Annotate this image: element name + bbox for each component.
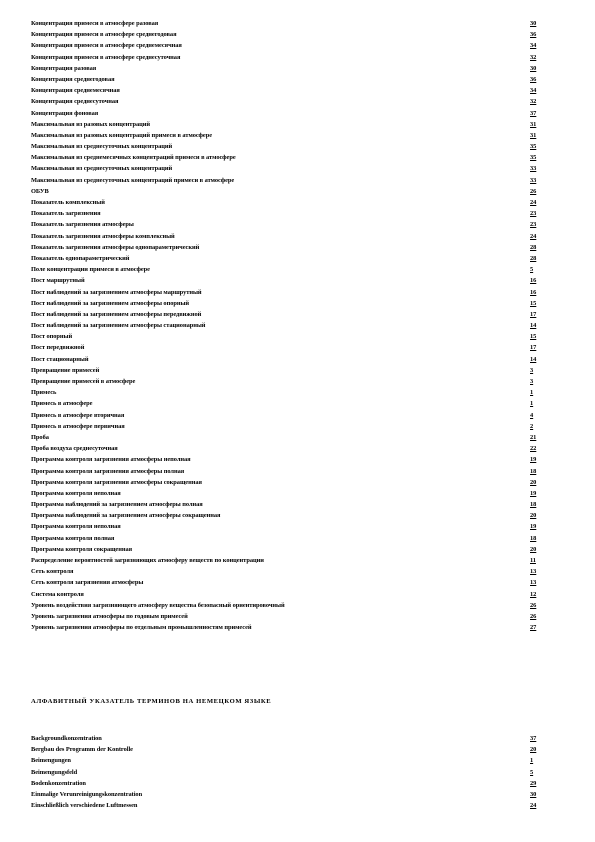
page-number-link[interactable]: 5 [530, 768, 534, 776]
index-term: Программа контроля загрязнения атмосферы полная [31, 467, 185, 475]
page-number-link[interactable]: 22 [530, 445, 537, 453]
index-entry [31, 577, 546, 588]
german-index-heading: АЛФАВИТНЫЙ УКАЗАТЕЛЬ ТЕРМИНОВ НА НЕМЕЦКОМ ЯЗЫКЕ [31, 698, 272, 705]
page-number-link[interactable]: 16 [530, 277, 537, 285]
page-number-link[interactable]: 20 [530, 545, 537, 553]
german-term-index [31, 733, 546, 811]
index-entry [31, 219, 546, 230]
index-term: Einschließlich verschiedene Luftmessen [31, 802, 138, 810]
page-number-link[interactable]: 1 [530, 757, 534, 765]
index-term: Пост наблюдений за загрязнением атмосферы передвижной [31, 310, 202, 318]
index-term: Программа контроля загрязнения атмосферы неполная [31, 456, 191, 464]
index-entry [31, 275, 546, 286]
index-entry [31, 264, 546, 275]
page-number-link[interactable]: 26 [530, 187, 537, 195]
index-term: Примесь в атмосфере первичная [31, 422, 125, 430]
page-number-link[interactable]: 36 [530, 75, 537, 83]
index-entry [31, 800, 546, 811]
index-term: Программа контроля неполная [31, 489, 121, 497]
index-entry [31, 443, 546, 454]
index-term: Система контроля [31, 590, 84, 598]
index-entry [31, 365, 546, 376]
index-term: Распределение вероятностей загрязняющих атмосферу веществ по концентрации [31, 557, 264, 564]
page-number-link[interactable]: 31 [530, 131, 537, 139]
index-entry [31, 253, 546, 264]
index-entry [31, 85, 546, 96]
index-entry [31, 354, 546, 365]
page-number-link[interactable]: 11 [530, 557, 536, 564]
index-entry [31, 600, 546, 611]
index-entry [31, 421, 546, 432]
index-term: Bergbau des Programm der Kontrolle [31, 746, 133, 754]
page-number-link[interactable]: 2 [530, 422, 534, 430]
page-number-link[interactable]: 24 [530, 802, 537, 810]
index-term: Примесь в атмосфере вторичная [31, 411, 125, 419]
index-entry [31, 398, 546, 409]
index-term: Пост наблюдений за загрязнением атмосферы опорный [31, 299, 190, 307]
index-entry [31, 432, 546, 443]
page-number-link[interactable]: 19 [530, 489, 537, 497]
index-entry [31, 152, 546, 163]
page-number-link[interactable]: 27 [530, 624, 537, 632]
page-number-link[interactable]: 1 [530, 400, 534, 408]
index-entry [31, 320, 546, 331]
index-entry [31, 744, 546, 755]
index-term: Показатель загрязнения атмосферы комплексный [31, 232, 175, 240]
page-number-link[interactable]: 24 [530, 232, 537, 240]
index-entry [31, 331, 546, 342]
index-term: Концентрация среднемесячная [31, 87, 120, 95]
page-number-link[interactable]: 17 [530, 310, 537, 318]
index-entry [31, 52, 546, 63]
index-entry [31, 40, 546, 51]
index-entry [31, 611, 546, 622]
index-entry [31, 163, 546, 174]
page-number-link[interactable]: 1 [530, 389, 534, 397]
index-entry [31, 29, 546, 40]
page-number-link[interactable]: 30 [530, 64, 537, 72]
page-number-link[interactable]: 32 [530, 98, 537, 106]
page-number-link[interactable]: 28 [530, 254, 537, 262]
index-term: Пост маршрутный [31, 277, 85, 285]
page-number-link[interactable]: 13 [530, 568, 537, 576]
index-term: Концентрация примеси в атмосфере среднегодовая [31, 31, 177, 39]
page-number-link[interactable]: 32 [530, 53, 537, 61]
page-number-link[interactable]: 33 [530, 176, 537, 184]
page-number-link[interactable]: 15 [530, 333, 537, 341]
index-term: Bodenkonzentration [31, 779, 86, 787]
index-entry [31, 63, 546, 74]
page-number-link[interactable]: 18 [530, 501, 537, 509]
index-term: Уровень загрязнения атмосферы по годовым примесей [31, 612, 188, 620]
index-entry [31, 733, 546, 744]
index-entry [31, 130, 546, 141]
page-number-link[interactable]: 35 [530, 143, 537, 151]
index-term: Программа контроля полная [31, 534, 115, 542]
index-term: Сеть контроля [31, 568, 74, 576]
index-entry [31, 410, 546, 421]
page-number-link[interactable]: 26 [530, 612, 537, 620]
index-term: Поле концентрации примеси в атмосфере [31, 266, 150, 274]
index-term: Превращение примесей в атмосфере [31, 378, 136, 385]
index-term: Программа контроля неполная [31, 523, 121, 531]
index-term: Программа наблюдений за загрязнением атмосферы полная [31, 501, 203, 509]
page-number-link[interactable]: 36 [530, 31, 537, 39]
index-term: Концентрация среднегодовая [31, 75, 115, 83]
index-term: Уровень воздействия загрязняющего атмосферу вещества безопасный ориентировочный [31, 601, 285, 609]
index-term: Проба воздуха среднесуточная [31, 445, 118, 453]
index-entry [31, 454, 546, 465]
page-number-link[interactable]: 5 [530, 266, 534, 274]
index-term: Einmalige Verunreinigungskonzentration [31, 790, 143, 798]
index-entry [31, 533, 546, 544]
index-entry [31, 287, 546, 298]
index-term: Концентрация примеси в атмосфере разовая [31, 20, 159, 27]
index-term: Концентрация разовая [31, 64, 97, 72]
index-term: Примесь в атмосфере [31, 400, 93, 408]
page-number-link[interactable]: 4 [530, 411, 534, 419]
index-entry [31, 298, 546, 309]
index-entry [31, 589, 546, 600]
index-entry [31, 466, 546, 477]
index-entry [31, 521, 546, 532]
index-term: Программа контроля сокращенная [31, 545, 133, 553]
index-entry [31, 18, 546, 29]
index-entry [31, 387, 546, 398]
index-entry [31, 197, 546, 208]
index-entry [31, 342, 546, 353]
index-term: Пост передвижной [31, 344, 85, 352]
page-number-link[interactable]: 18 [530, 534, 537, 542]
index-term: Концентрация фоновая [31, 109, 99, 117]
index-entry [31, 544, 546, 555]
page-number-link[interactable]: 12 [530, 590, 537, 598]
index-term: Beimengungsfeld [31, 768, 78, 776]
page-number-link[interactable]: 3 [530, 366, 534, 374]
page-number-link[interactable]: 13 [530, 579, 537, 587]
page-number-link[interactable]: 30 [530, 20, 537, 27]
page-number-link[interactable]: 35 [530, 154, 537, 162]
page-number-link[interactable]: 31 [530, 120, 537, 128]
index-term: Концентрация среднесуточная [31, 98, 119, 106]
page-number-link[interactable]: 20 [530, 512, 537, 520]
page-number-link[interactable]: 23 [530, 210, 537, 218]
page-number-link[interactable]: 18 [530, 467, 537, 475]
page-number-link[interactable]: 28 [530, 243, 537, 251]
index-entry [31, 208, 546, 219]
page-number-link[interactable]: 21 [530, 433, 537, 441]
page-number-link[interactable]: 3 [530, 378, 534, 385]
index-term: Максимальная из среднесуточных концентраций [31, 165, 173, 173]
index-term: Показатель загрязнения атмосферы [31, 221, 134, 229]
index-entry [31, 789, 546, 800]
page-number-link[interactable]: 14 [530, 355, 537, 363]
index-term: Beimengungen [31, 757, 71, 765]
index-entry [31, 108, 546, 119]
index-term: Максимальная из среднесуточных концентраций [31, 143, 173, 151]
index-term: Максимальная из среднемесячных концентраций примеси в атмосфере [31, 154, 236, 162]
page-number-link[interactable]: 16 [530, 288, 537, 296]
page-number-link[interactable]: 14 [530, 322, 537, 330]
index-entry [31, 96, 546, 107]
index-term: Проба [31, 433, 49, 441]
page-number-link[interactable]: 24 [530, 199, 537, 206]
index-term: Показатель загрязнения [31, 210, 101, 218]
page-number-link[interactable]: 20 [530, 746, 537, 754]
index-entry [31, 510, 546, 521]
index-entry [31, 376, 546, 387]
index-entry [31, 74, 546, 85]
page-number-link[interactable]: 37 [530, 109, 537, 117]
index-term: Концентрация примеси в атмосфере среднесуточная [31, 53, 181, 61]
index-entry [31, 767, 546, 778]
index-term: Показатель комплексный [31, 199, 105, 206]
index-term: Пост наблюдений за загрязнением атмосферы стационарный [31, 322, 206, 330]
index-term: Превращение примесей [31, 366, 100, 374]
index-entry [31, 555, 546, 566]
index-term: Показатель однопараметрический [31, 254, 130, 262]
page-number-link[interactable]: 34 [530, 42, 537, 50]
page-number-link[interactable]: 30 [530, 790, 537, 798]
index-term: Максимальная из среднесуточных концентраций примеси в атмосфере [31, 176, 235, 184]
index-entry [31, 488, 546, 499]
index-entry [31, 242, 546, 253]
index-term: Программа наблюдений за загрязнением атмосферы сокращенная [31, 512, 221, 520]
page-number-link[interactable]: 34 [530, 87, 537, 95]
index-term: Программа контроля загрязнения атмосферы сокращенная [31, 478, 202, 486]
index-term: ОБУВ [31, 187, 49, 195]
page-number-link[interactable]: 19 [530, 523, 537, 531]
index-entry [31, 141, 546, 152]
index-term: Примесь [31, 389, 57, 397]
index-term: Сеть контроля загрязнения атмосферы [31, 579, 144, 587]
index-entry [31, 309, 546, 320]
page-number-link[interactable]: 17 [530, 344, 537, 352]
page-number-link[interactable]: 33 [530, 165, 537, 173]
page-number-link[interactable]: 20 [530, 478, 537, 486]
index-term: Показатель загрязнения атмосферы однопараметрический [31, 243, 200, 251]
page-number-link[interactable]: 19 [530, 456, 537, 464]
index-term: Пост стационарный [31, 355, 89, 363]
index-term: Концентрация примеси в атмосфере среднемесячная [31, 42, 182, 50]
index-entry [31, 119, 546, 130]
page-number-link[interactable]: 37 [530, 735, 537, 742]
index-entry [31, 175, 546, 186]
index-term: Backgroundkonzentration [31, 735, 102, 742]
index-entry [31, 477, 546, 488]
index-entry [31, 499, 546, 510]
index-term: Пост опорный [31, 333, 73, 341]
page-number-link[interactable]: 15 [530, 299, 537, 307]
page-number-link[interactable]: 26 [530, 601, 537, 609]
index-term: Максимальная из разовых концентраций примеси в атмосфере [31, 131, 212, 139]
index-entry [31, 566, 546, 577]
russian-term-index [31, 18, 546, 633]
index-entry [31, 231, 546, 242]
index-term: Пост наблюдений за загрязнением атмосферы маршрутный [31, 288, 202, 296]
index-entry [31, 622, 546, 633]
index-term: Уровень загрязнения атмосферы по отдельным промышленностям примесей [31, 624, 252, 632]
index-entry [31, 778, 546, 789]
index-entry [31, 186, 546, 197]
index-term: Максимальная из разовых концентраций [31, 120, 151, 128]
page-number-link[interactable]: 23 [530, 221, 537, 229]
index-entry [31, 755, 546, 766]
page-number-link[interactable]: 29 [530, 779, 537, 787]
